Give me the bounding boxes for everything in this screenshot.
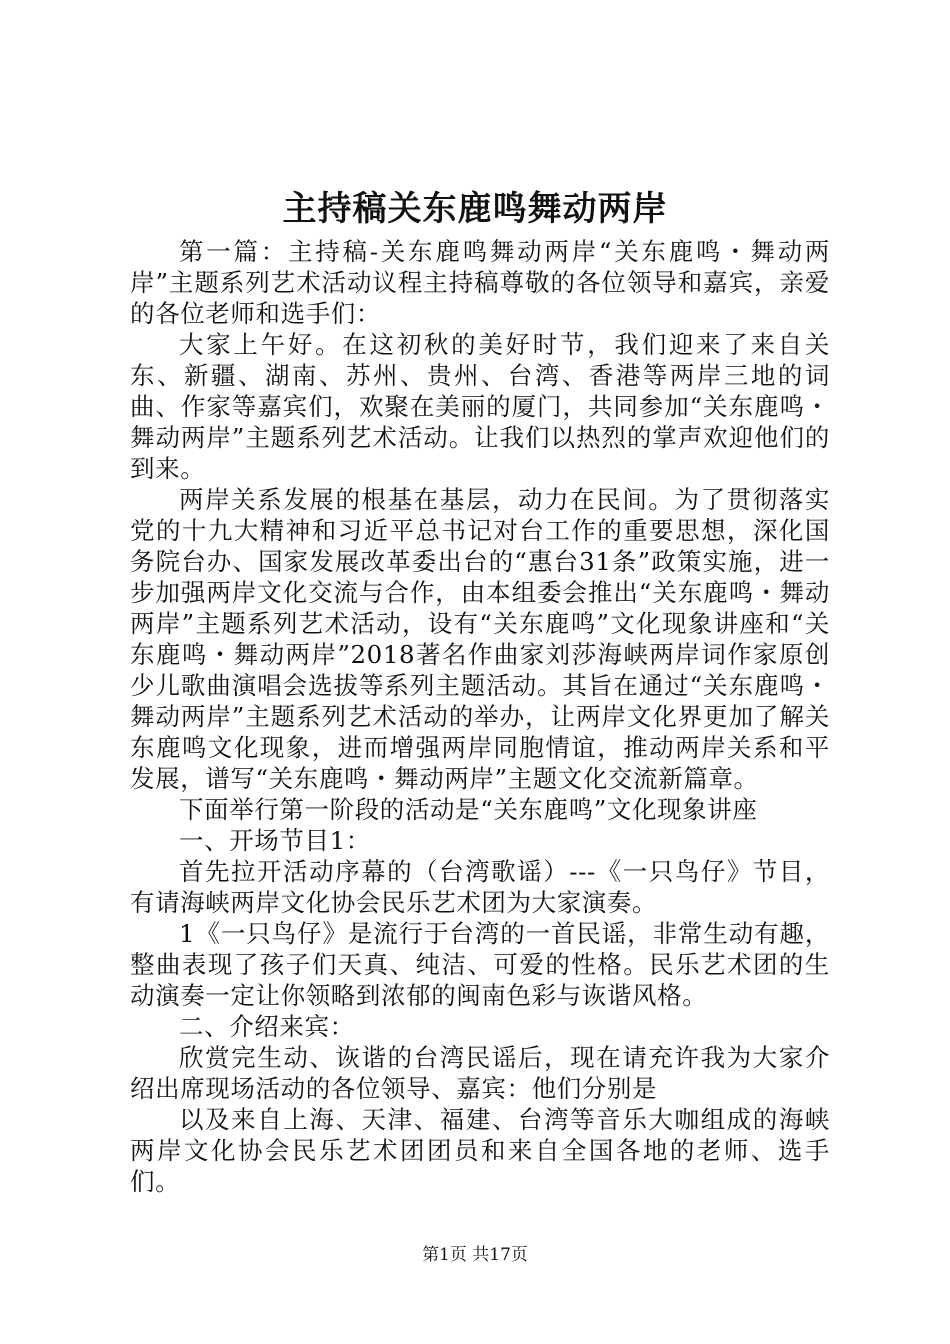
paragraph-guest-list: 以及来自上海、天津、福建、台湾等音乐大咖组成的海峡两岸文化协会民乐艺术团团员和来自全国各地的老师、选手们。 [130,1105,830,1196]
section-heading-guests: 二、介绍来宾： [179,1012,355,1041]
paragraph-background: 两岸关系发展的根基在基层，动力在民间。为了贯彻落实党的十九大精神和习近平总书记对台工作的重要思想，深化国务院台办、国家发展改革委出台的“惠台31条”政策实施，进一步加强两岸文化交流与合作，由本组委会推出“关东鹿鸣・舞动两岸”主题系列艺术活动，设有“关东鹿鸣”文化现象讲座和“关东鹿鸣・舞动两岸”2018著名作曲家刘莎海峡两岸词作家原创少儿歌曲演唱会选拔等系列主题活动。其旨在通过“关东鹿鸣・舞动两岸”主题系列艺术活动的举办，让两岸文化界更加了解关东鹿鸣文化现象，进而增强两岸同胞情谊，推动两岸关系和平发展，谱写“关东鹿鸣・舞动两岸”主题文化交流新篇章。 [130,485,830,793]
paragraph-opening-program: 首先拉开活动序幕的（台湾歌谣）---《一只鸟仔》节目，有请海峡两岸文化协会民乐艺术团为大家演奏。 [130,857,830,917]
document-title: 主持稿关东鹿鸣舞动两岸 [282,189,668,229]
paragraph-stage-one: 下面举行第一阶段的活动是“关东鹿鸣”文化现象讲座 [179,795,758,824]
document-body [130,236,830,1197]
paragraph-greeting: 大家上午好。在这初秋的美好时节，我们迎来了来自关东、新疆、湖南、苏州、贵州、台湾、香港等两岸三地的词曲、作家等嘉宾们，欢聚在美丽的厦门，共同参加“关东鹿鸣・舞动两岸”主题系列艺术活动。让我们以热烈的掌声欢迎他们的到来。 [130,330,830,483]
paragraph-song-description: 1《一只鸟仔》是流行于台湾的一首民谣，非常生动有趣，整曲表现了孩子们天真、纯洁、可爱的性格。民乐艺术团的生动演奏一定让你领略到浓郁的闽南色彩与诙谐风格。 [130,919,830,1010]
section-heading-opening: 一、开场节目1： [179,826,371,855]
page-number-footer: 第1页 共17页 [422,1245,528,1265]
paragraph-guest-intro: 欣赏完生动、诙谐的台湾民谣后，现在请充许我为大家介绍出席现场活动的各位领导、嘉宾：他们分别是 [130,1043,830,1103]
paragraph-intro: 第一篇：主持稿-关东鹿鸣舞动两岸“关东鹿鸣・舞动两岸”主题系列艺术活动议程主持稿尊敬的各位领导和嘉宾，亲爱的各位老师和选手们： [130,237,830,328]
